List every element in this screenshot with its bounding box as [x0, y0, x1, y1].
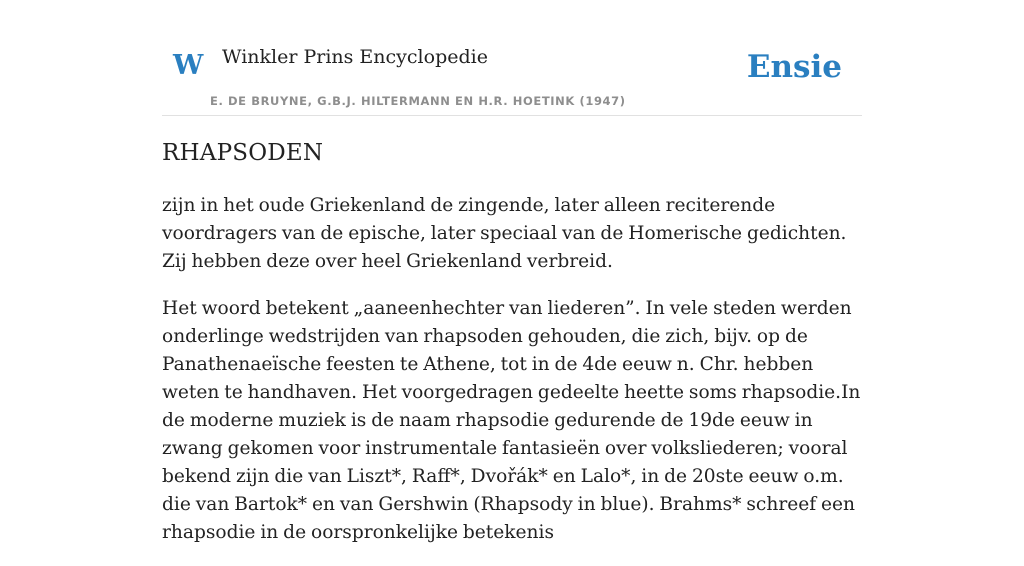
- source-header: [162, 0, 862, 116]
- source-title[interactable]: Winkler Prins Encyclopedie: [222, 46, 488, 68]
- ensie-brand-logo[interactable]: Ensie: [746, 49, 842, 85]
- article-paragraph: Het woord betekent „aaneenhechter van liederen”. In vele steden werden onderlinge wedstrijden van rhapsoden gehouden, die zich, bijv. op de Panathenaeïsche feesten te Athene, tot in de 4de eeuw n. Chr. hebben weten te handhaven. Het voorgedragen gedeelte heette soms rhapsodie.In de moderne muziek is de naam rhapsodie gedurende de 19de eeuw in zwang gekomen voor instrumentale fantasieën over volksliederen; vooral bekend zijn die van Liszt*, Raff*, Dvořák* en Lalo*, in de 20ste eeuw o.m. die van Bartok* en van Gershwin (Rhapsody in blue). Brahms* schreef een rhapsodie in de oorspronkelijke betekenis: [162, 298, 861, 543]
- source-authors: E. DE BRUYNE, G.B.J. HILTERMANN EN H.R. HOETINK (1947): [210, 94, 626, 108]
- encyclopedia-page: [162, 0, 862, 543]
- article-body: [162, 192, 862, 566]
- article-title: RHAPSODEN: [162, 140, 324, 166]
- winkler-prins-logo-icon[interactable]: W: [173, 50, 204, 81]
- article-paragraph: zijn in het oude Griekenland de zingende, later alleen reciterende voordragers van de epische, later speciaal van de Homerische gedichten. Zij hebben deze over heel Griekenland verbreid.: [162, 195, 847, 272]
